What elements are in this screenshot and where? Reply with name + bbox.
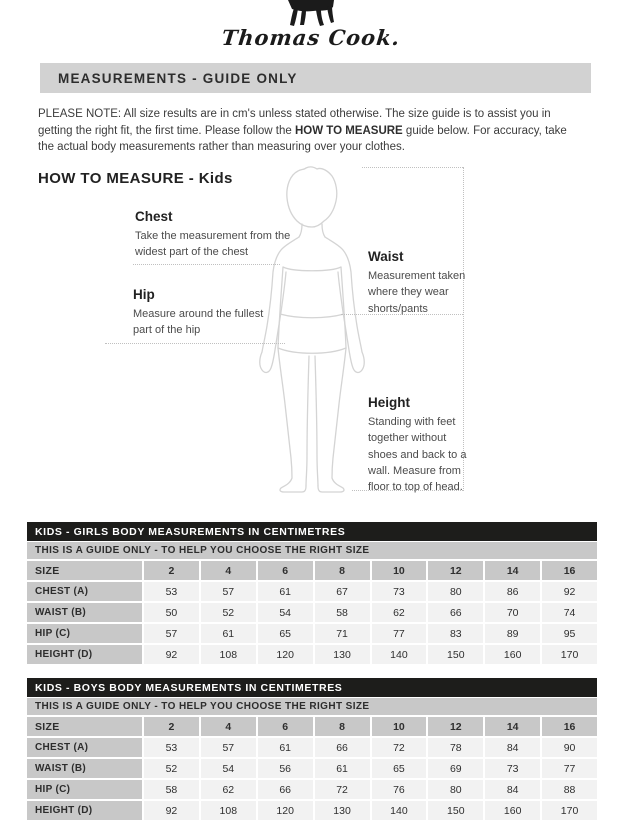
measurement-cell: 61 [258, 582, 313, 601]
size-cell: 2 [144, 561, 199, 580]
size-cell: 6 [258, 561, 313, 580]
row-label: WAIST (B) [27, 759, 142, 778]
measurement-cell: 89 [485, 624, 540, 643]
hip-label [133, 287, 283, 339]
table-title: KIDS - GIRLS BODY MEASUREMENTS IN CENTIMETRES [35, 525, 346, 538]
table-body [27, 738, 597, 820]
table-row [27, 759, 597, 778]
size-cell: 12 [428, 561, 483, 580]
measurement-cell: 57 [201, 738, 256, 757]
size-cell: 2 [144, 717, 199, 736]
size-row-label: SIZE [27, 717, 142, 736]
waist-title: Waist [368, 249, 404, 264]
table-row [27, 645, 597, 664]
size-cell: 4 [201, 717, 256, 736]
waist-label [368, 249, 472, 317]
measurement-cell: 108 [201, 801, 256, 820]
size-cell: 14 [485, 561, 540, 580]
girls-measurements-table [27, 522, 597, 664]
measurement-cell: 170 [542, 645, 597, 664]
note-before: PLEASE NOTE: All size results are in cm's unless stated otherwise. The size guide is to assist you in getting the right fit, the first time. Please follow the [38, 108, 551, 137]
measurement-cell: 70 [485, 603, 540, 622]
how-to-measure-heading: HOW TO MEASURE - Kids [38, 170, 233, 187]
measurement-cell: 80 [428, 582, 483, 601]
measurement-cell: 77 [372, 624, 427, 643]
row-label: HIP (C) [27, 624, 142, 643]
table-title: KIDS - BOYS BODY MEASUREMENTS IN CENTIMETRES [35, 681, 343, 694]
measurement-cell: 61 [201, 624, 256, 643]
table-row [27, 603, 597, 622]
table-body [27, 582, 597, 664]
measurement-cell: 78 [428, 738, 483, 757]
measurement-cell: 50 [144, 603, 199, 622]
measurement-cell: 120 [258, 801, 313, 820]
measurement-cell: 170 [542, 801, 597, 820]
row-label: HEIGHT (D) [27, 645, 142, 664]
row-label: CHEST (A) [27, 738, 142, 757]
measurement-cell: 160 [485, 801, 540, 820]
measurement-cell: 56 [258, 759, 313, 778]
size-cell: 12 [428, 717, 483, 736]
measurement-cell: 61 [315, 759, 370, 778]
measurement-cell: 65 [372, 759, 427, 778]
waist-desc: Measurement taken where they wear shorts/pants [368, 270, 466, 315]
measurement-cell: 95 [542, 624, 597, 643]
table-row [27, 780, 597, 799]
page-title: MEASUREMENTS - GUIDE ONLY [58, 70, 298, 86]
measurement-cell: 66 [258, 780, 313, 799]
measurement-cell: 150 [428, 645, 483, 664]
chest-desc: Take the measurement from the widest part of the chest [135, 230, 291, 259]
size-cell: 4 [201, 561, 256, 580]
measurement-cell: 90 [542, 738, 597, 757]
size-cell: 6 [258, 717, 313, 736]
measurement-cell: 73 [372, 582, 427, 601]
size-header-row [27, 561, 597, 580]
measurement-cell: 58 [144, 780, 199, 799]
hip-title: Hip [133, 287, 155, 302]
measurement-cell: 84 [485, 738, 540, 757]
measurement-cell: 77 [542, 759, 597, 778]
measurement-cell: 88 [542, 780, 597, 799]
measurement-cell: 69 [428, 759, 483, 778]
size-cell: 10 [372, 717, 427, 736]
measurement-cell: 92 [542, 582, 597, 601]
size-cell: 10 [372, 561, 427, 580]
measurement-cell: 92 [144, 801, 199, 820]
table-subtitle-bar: THIS IS A GUIDE ONLY - TO HELP YOU CHOOSE THE RIGHT SIZE [27, 542, 597, 559]
measurement-cell: 84 [485, 780, 540, 799]
size-cell: 16 [542, 717, 597, 736]
table-row [27, 624, 597, 643]
measurement-cell: 54 [201, 759, 256, 778]
measurement-cell: 130 [315, 645, 370, 664]
measurement-cell: 71 [315, 624, 370, 643]
measurement-cell: 80 [428, 780, 483, 799]
size-cell: 8 [315, 717, 370, 736]
measurement-cell: 54 [258, 603, 313, 622]
height-desc: Standing with feet together without shoes and back to a wall. Measure from floor to top of head. [368, 416, 467, 494]
table-row [27, 738, 597, 757]
measurement-cell: 150 [428, 801, 483, 820]
measurement-cell: 57 [201, 582, 256, 601]
height-title: Height [368, 395, 410, 410]
table-title-bar [27, 678, 597, 697]
measurement-cell: 66 [315, 738, 370, 757]
measurement-cell: 160 [485, 645, 540, 664]
measurement-cell: 76 [372, 780, 427, 799]
row-label: HIP (C) [27, 780, 142, 799]
measurement-cell: 65 [258, 624, 313, 643]
brand-name: Thomas Cook. [220, 25, 402, 50]
measurement-cell: 62 [372, 603, 427, 622]
measurement-cell: 73 [485, 759, 540, 778]
row-label: CHEST (A) [27, 582, 142, 601]
measurement-cell: 130 [315, 801, 370, 820]
measurement-cell: 83 [428, 624, 483, 643]
hip-desc: Measure around the fullest part of the hip [133, 308, 264, 337]
measurement-cell: 58 [315, 603, 370, 622]
chest-guide-line [133, 264, 280, 265]
height-label [368, 395, 472, 495]
boys-measurements-table [27, 678, 597, 820]
size-cell: 8 [315, 561, 370, 580]
head-top-guide-line [362, 167, 463, 168]
measurement-cell: 61 [258, 738, 313, 757]
measurement-cell: 92 [144, 645, 199, 664]
measurement-cell: 140 [372, 801, 427, 820]
measurement-cell: 62 [201, 780, 256, 799]
measurement-cell: 72 [372, 738, 427, 757]
table-subtitle-bar: THIS IS A GUIDE ONLY - TO HELP YOU CHOOSE THE RIGHT SIZE [27, 698, 597, 715]
measurement-cell: 120 [258, 645, 313, 664]
measurement-cell: 53 [144, 582, 199, 601]
table-title-bar [27, 522, 597, 541]
measurement-cell: 52 [201, 603, 256, 622]
measurement-cell: 140 [372, 645, 427, 664]
measurement-cell: 66 [428, 603, 483, 622]
measurement-cell: 52 [144, 759, 199, 778]
size-row-label: SIZE [27, 561, 142, 580]
measurement-cell: 86 [485, 582, 540, 601]
table-row [27, 801, 597, 820]
row-label: WAIST (B) [27, 603, 142, 622]
note-bold: HOW TO MEASURE [294, 124, 403, 137]
measurement-cell: 67 [315, 582, 370, 601]
chest-title: Chest [135, 209, 173, 224]
chest-label [135, 209, 310, 261]
measurement-cell: 74 [542, 603, 597, 622]
size-header-row [27, 717, 597, 736]
size-cell: 14 [485, 717, 540, 736]
measurement-cell: 53 [144, 738, 199, 757]
measurement-cell: 57 [144, 624, 199, 643]
size-cell: 16 [542, 561, 597, 580]
table-row [27, 582, 597, 601]
hip-guide-line [105, 343, 285, 344]
measurement-cell: 108 [201, 645, 256, 664]
row-label: HEIGHT (D) [27, 801, 142, 820]
note-after: guide below. For accuracy, take the actual body measurements rather than measuring over your clothes. [38, 124, 567, 154]
measurement-cell: 72 [315, 780, 370, 799]
